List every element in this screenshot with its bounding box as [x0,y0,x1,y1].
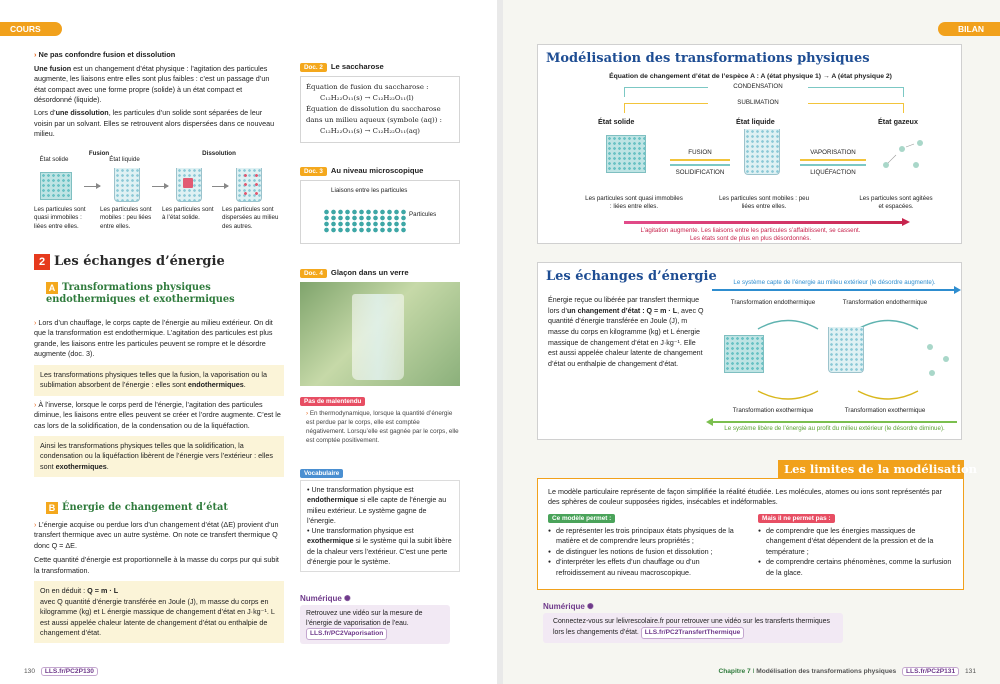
solidification-label: SOLIDIFICATION [675,169,725,176]
endothermic-box: Les transformations physiques telles que la fusion, la vaporisation ou la sublimation absorbent de l’énergie : elles sont endothermiques. [34,365,284,396]
vocab-1c: si elle capte de l’énergie au milieu extérieur. Le système gagne de l’énergie. [307,496,447,525]
doc3-title: Au niveau microscopique [330,166,424,175]
doc2-tag: Doc. 2 [300,63,327,72]
deduce-label: On en déduit : [40,586,88,596]
limits-intro: Le modèle particulaire représente de façon simplifiée la réalité étudiée. Les molécules, atomes ou ions sont représentés par des sphères de couleur supposées rigides, insécables et indéformables. [548,487,942,507]
formula-box [34,581,284,643]
nepermet-list [758,526,956,578]
permet-column [548,513,748,578]
doc2-title: Le saccharose [330,62,384,71]
particles-graphic [323,209,407,233]
sublimation-label: SUBLIMATION [708,99,808,107]
agitation-caption [598,227,903,244]
dissolution-text: , les particules d’un solide sont séparées de leur voisin par un solvant. Elles se retrouvent alors dispersées dans ce nouveau milieu. [34,108,275,139]
gas-particles [880,135,930,175]
caption-3: Les particules sont à l’état solide. [162,206,214,222]
pink-solid [183,178,193,188]
doc3-box [300,180,460,244]
subsection-b-body: › L’énergie acquise ou perdue lors d’un changement d’état (ΔE) provient d’un transfert thermique avec un autre système. On note ce transfert thermique Q donc Q = ΔE. Cette quantité d’énergie est proportionnelle à la masse du corps pur qui subit la transformation. On en déduit : Q = m · L avec Q quantité d’énergie transférée en Joule (J), m masse du corps en kilogramme (kg) et L énergie massique de changement d’état en J·kg⁻¹. L est aussi appelée chaleur latente de changement d’état ou enthalpie de changement d’état. [34,520,284,643]
dissolution-term: une dissolution [55,108,109,118]
liquid-caption: Les particules sont mobiles : peu liées entre elles. [718,195,810,211]
page-number-left: 130 [24,668,36,675]
absorb-arrow [712,289,957,291]
subsection-a-letter: A [46,282,58,294]
gas-caption: Les particules sont agitées et espacées. [859,195,933,211]
agitation-arrow-head [902,218,910,226]
numerique-right-box [543,613,843,643]
permet-item-2: ● de distinguer les notions de fusion et dissolution ; [548,547,748,557]
para-a2: À l’inverse, lorsque le corps perd de l’énergie, l’agitation des particules diminue, les liaisons entre elles peuvent se créer et l’ordre augmente. C’est le cas lors de la solidification, de la condensation ou de la liquéfaction. [34,399,281,430]
solid-caption: Les particules sont quasi immobiles : liées entre elles. [585,195,683,211]
cours-tag: COURS [0,22,62,36]
numerique-right-label: Numérique [543,602,585,611]
numerique-right-text: Connectez-vous sur lelivrescolaire.fr pour retrouver une vidéo sur les transferts thermiques lors les changements d’état. [553,618,830,636]
liquid-model-beaker [744,129,780,175]
solid-cube [40,172,72,200]
energy-text-a: Énergie reçue ou libérée par transfert thermique lors d’ [548,296,700,315]
model-title: Modélisation des transformations physiques [546,51,870,66]
fusion-text: est un changement d’état physique : l’agitation des particules augmente, les liaisons entre elles sont plus faibles : c’est un passage d’un état compact avec une forme propre (solide) à un état compact et désordonné (liquide). [34,63,270,105]
liquid-state-label: État liquide [109,156,140,163]
agitation-line1: L’agitation augmente. Les liaisons entre les particules s’affaiblissent, se cassent. [640,227,861,234]
transfert-link[interactable]: LLS.fr/PC2TransfertThermique [641,627,745,639]
vocab-2a: Une transformation physique est [311,527,414,536]
endothermic-term: endothermiques [187,380,244,390]
footer-link-right[interactable]: LLS.fr/PC2P131 [902,667,959,676]
numerique-right-icon: ✺ [587,602,594,611]
liquefaction-arrow [800,164,866,166]
numerique-label: Numérique [300,594,342,603]
para-a1: Lors d’un chauffage, le corps capte de l’énergie au milieu extérieur. On dit que la transformation est endothermique. L’agitation des particules est plus grande, les liaisons entre les particules peuvent se rompre et le désordre augmente (doc. 3). [34,318,273,359]
numerique-left [300,594,460,644]
condensation-label: CONDENSATION [708,83,808,91]
page-number-right: 131 [964,668,976,675]
vocabulaire [300,468,460,572]
caption-2: Les particules sont mobiles : peu liées entre elles. [100,206,152,230]
footer-link-left[interactable]: LLS.fr/PC2P130 [41,667,98,676]
gas-label: État gazeux [878,117,918,126]
solid-label: État solide [598,117,635,126]
arrow-2 [152,186,168,187]
permet-list [548,526,748,578]
model-equation: Équation de changement d’état de l’espèce A : A (état physique 1) → A (état physique 2) [609,73,892,80]
limits-box [537,478,964,590]
energy-box [537,262,962,440]
subsection-b-letter: B [46,502,58,514]
solid-in-beaker [176,168,202,202]
fusion-label: FUSION [688,149,712,156]
vaporisation-arrow [800,159,866,161]
exothermic-term: exothermiques [55,461,107,471]
liquefaction-label: LIQUÉFACTION [810,169,856,176]
doc2 [300,62,460,143]
doc4-tag: Doc. 4 [300,269,327,278]
vocab-1b: endothermique [307,496,359,505]
formula: Q = m · L [87,586,119,596]
numerique-right [543,602,843,643]
vaporisation-link[interactable]: LLS.fr/PC2Vaporisation [306,628,387,639]
dissolution-prefix: Lors d’ [34,108,56,118]
vocab-1a: Une transformation physique est [311,486,414,494]
vocab-tag: Vocabulaire [300,469,343,478]
confusion-block: › Ne pas confondre fusion et dissolution Une fusion est un changement d’état physique : l’agitation des particules augmente, les liaisons entre elles sont plus faibles : c’est un passage d’un état compact avec une forme propre (solide) à un état compact et désordonné (liquide). Lors d’une dissolution, les particules d’un solide sont séparées de leur voisin par un solvant. Elles se retrouvent alors dispersées dans ce nouveau milieu. [34,50,275,139]
doc2-box [300,76,460,143]
doc3 [300,166,460,244]
footer-left [24,667,98,676]
doc3-tag: Doc. 3 [300,167,327,176]
exothermic-box: Ainsi les transformations physiques telles que la solidification, la condensation ou la liquéfaction libèrent de l’énergie vers l’extérieur : elles sont exothermiques. [34,436,284,477]
section-title: Les échanges d’énergie [54,254,225,269]
para-b1: L’énergie acquise ou perdue lors d’un changement d’état (ΔE) provient d’un transfert thermique avec un autre système. On note ce transfert thermique Q donc Q = ΔE. [34,520,279,550]
caption-1: Les particules sont quasi immobiles : liées entre elles. [34,206,86,230]
energy-text-c: , avec Q quantité d’énergie transférée en Joule (J), m masse du corps en kilogramme (kg) et L énergie massique de changement d’état en J·kg⁻¹. Elle est aussi appelée chaleur latente de changement d’état ou enthalpie de changement d’état. [548,306,704,368]
dissolved-beaker [236,168,262,202]
energy-title: Les échanges d’énergie [546,269,717,284]
nepermet-column [758,513,956,578]
energy-solid-cube [724,335,764,373]
doc2-line1: Équation de fusion du saccharose : [306,83,429,91]
fusion-label: Fusion [88,150,110,157]
doc3-label-liaisons: Liaisons entre les particules [331,187,408,194]
solid-state-label: État solide [39,156,69,163]
permet-badge: Ce modèle permet : [548,514,615,523]
numerique-box [300,605,450,644]
numerique-icon: ✺ [344,594,351,603]
absorb-caption: Le système capte de l’énergie au milieu extérieur (le désordre augmente). [733,279,936,286]
footer-right: Chapitre 7 I Modélisation des transformations physiques LLS.fr/PC2P131 131 [718,668,976,675]
dissolution-label: Dissolution [202,150,236,157]
nepermet-item-1: ● de comprendre que les énergies massiques de changement d’état dépendent de la pression et de la température ; [758,526,956,557]
doc3-label-particules: Particules [409,211,437,218]
confusion-heading: Ne pas confondre fusion et dissolution [38,50,176,59]
limits-title: Les limites de la modélisation [778,460,964,478]
malentendu: Pas de malentendu › En thermodynamique, lorsque la quantité d’énergie est perdue par le corps, elle est comptée négativement. Lorsqu’elle est gagnée par le corps, elle est comptée positivement. [300,396,460,446]
vocab-2b: exothermique [307,537,354,546]
dissolution-arrow [212,186,228,187]
vaporisation-label: VAPORISATION [810,149,856,156]
doc2-line2: Équation de dissolution du saccharose dans un milieu aqueux (symbole (aq)) : [306,105,442,125]
doc2-eq2: C₁₂H₂₂O₁₁(s) → C₁₂H₂₂O₁₁(aq) [320,127,420,136]
para-b2: Cette quantité d’énergie est proportionnelle à la masse du corps pur qui subit la transformation. [34,555,279,575]
release-caption: Le système libère de l’énergie au profit du milieu extérieur (le désordre diminue). [724,425,945,432]
energy-text-b: un changement d’état : Q = m · L [566,306,678,315]
footer-title: Modélisation des transformations physiques [756,668,897,675]
liquid-beaker [114,168,140,202]
right-page [503,0,1000,684]
left-page [0,0,497,684]
solidification-arrow [670,164,730,166]
caption-4: Les particules sont dispersées au milieu des autres. [222,206,279,230]
energy-text [548,295,706,369]
subsection-a-header [46,282,286,305]
section-number: 2 [34,254,50,270]
vocab-box: • Une transformation physique est endothermique si elle capte de l’énergie au milieu extérieur. Le système gagne de l’énergie. • Une transformation physique est exothermique si le système qui la subit libère de la chaleur vers l’extérieur. C’est une perte d’énergie pour le système. [300,480,460,572]
section-2-header [34,254,284,270]
exo-label-1: Transformation exothermique [732,407,814,414]
agitation-arrow [624,221,906,224]
fusion-arrow [84,186,100,187]
subsection-b-header [46,502,286,514]
footer-chapter: Chapitre 7 [718,668,751,675]
doc4-title: Glaçon dans un verre [330,268,409,277]
release-arrow [712,421,957,423]
endothermic-text: Les transformations physiques telles que la fusion, la vaporisation ou la sublimation absorbent de l’énergie : elles sont [40,369,267,390]
energy-liquid-beaker [828,327,864,373]
malentendu-text: En thermodynamique, lorsque la quantité d’énergie est perdue par le corps, elle est comptée négativement. Lorsqu’elle est gagnée par le corps, elle est comptée positivement. [306,410,459,445]
glass-shape [352,294,404,380]
fusion-term: Une fusion [34,63,72,73]
endo-label-2: Transformation endothermique [842,299,928,306]
subsection-b-title: Énergie de changement d’état [62,502,228,513]
fusion-arrow [670,159,730,161]
subsection-a-body: › Lors d’un chauffage, le corps capte de l’énergie au milieu extérieur. On dit que la transformation est endothermique. L’agitation des particules est plus grande, les liaisons entre les particules peuvent se rompre et le désordre augmente (doc. 3). Les transformations physiques telles que la fusion, la vaporisation ou la sublimation absorbent de l’énergie : elles sont endothermiques. › À l’inverse, lorsque le corps perd de l’énergie, l’agitation des particules diminue, les liaisons entre elles peuvent se créer et l’ordre augmente. C’est le cas lors de la solidification, de la condensation ou de la liquéfaction. Ainsi les transformations physiques telles que la solidification, la condensation ou la liquéfaction libèrent de l’énergie vers l’extérieur : elles sont exothermiques. [34,318,284,477]
nepermet-badge: Mais il ne permet pas : [758,514,835,523]
solid-model-cube [606,135,646,173]
subsection-a-title: Transformations physiques endothermiques et exothermiques [46,282,235,305]
model-box [537,44,962,244]
permet-item-1: ● de représenter les trois principaux états physiques de la matière et de comprendre leurs propriétés ; [548,526,748,547]
permet-item-3: ● d’interpréter les effets d’un chauffage ou d’un refroidissement au niveau macroscopique. [548,557,748,578]
exo-label-2: Transformation exothermique [844,407,926,414]
liquid-label: État liquide [736,117,775,126]
fusion-dissolution-diagram [34,150,284,235]
nepermet-item-2: ● de comprendre certains phénomènes, comme la surfusion de la glace. [758,557,956,578]
glass-photo [300,282,460,386]
doc2-eq1: C₁₂H₂₂O₁₁(s) → C₁₂H₂₂O₁₁(l) [320,94,414,103]
agitation-line2: Les états sont de plus en plus désordonnés. [689,235,812,243]
numerique-text: Retrouvez une vidéo sur la mesure de l’énergie de vaporisation de l’eau. [306,610,423,627]
doc4 [300,268,460,386]
bilan-tag: BILAN [938,22,1000,36]
formula-explanation: avec Q quantité d’énergie transférée en Joule (J), m masse du corps en kilogramme (kg) et L énergie massique de changement d’état en J·kg⁻¹. L est aussi appelée chaleur latente de changement d’état ou enthalpie de changement d’état. [40,596,275,637]
endo-label-1: Transformation endothermique [730,299,816,306]
exothermic-text: Ainsi les transformations physiques telles que la solidification, la condensation ou la liquéfaction libèrent de l’énergie vers l’extérieur : elles sont [40,440,273,471]
malentendu-tag: Pas de malentendu [300,397,365,406]
vocab-2c: si le système qui la subit libère de la chaleur vers l’extérieur. C’est une perte d’énergie pour le système. [307,537,452,566]
